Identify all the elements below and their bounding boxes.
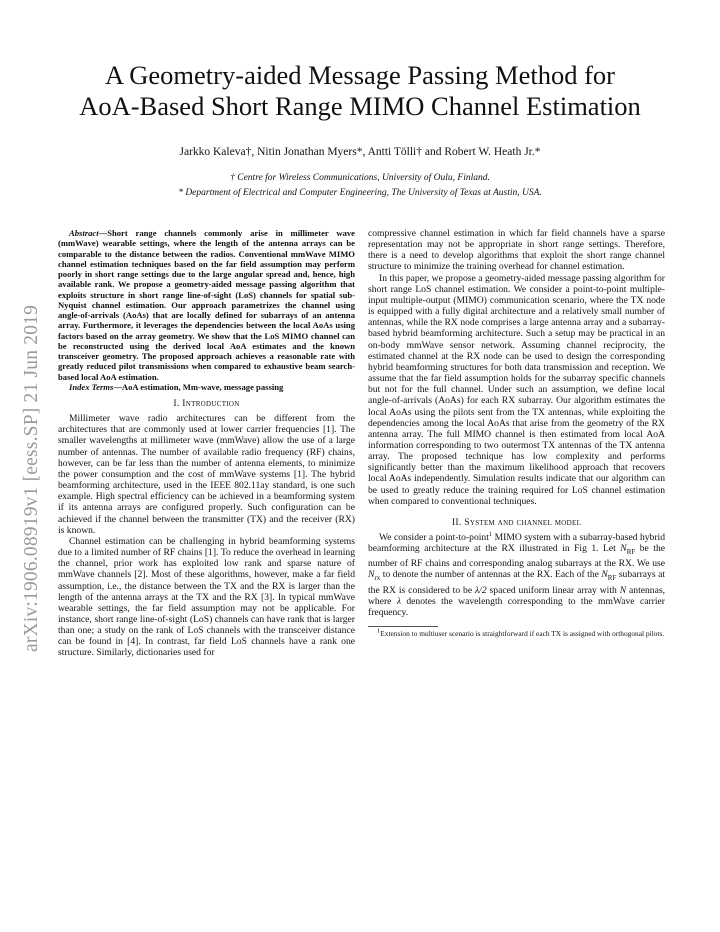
- intro-paragraph-4: In this paper, we propose a geometry-aided message passing algorithm for short range LoS channel estimation. We consider a point-to-point multiple-input multiple-output (MIMO) communication scenario, where the TX node is equipped with a fully digital architecture and a relatively small number of antennas, while the RX node comprises a large antenna array and a subarray-based hybrid beamforming architecture. Such a setup may be practical in an on-body mmWave sensor network. Assuming channel reciprocity, the estimated channel at the RX node can be used to design the corresponding hybrid beamforming structures for both data transmission and reception. We assume that the far field assumption holds for the subarray specific channels but not for the full channel. Under such an assumption, we define local angle-of-arrivals (AoAs) for each RX subarray. Our algorithm estimates the local AoAs using the pilots sent from the TX antennas, while exploiting the dependencies among the local AoAs that arise from the geometry of the RX antenna array. The full MIMO channel is then estimated from local AoA information corresponding to two outermost TX antennas of the TX antenna array. The proposed technique has low complexity and performs significantly better than the maximum likelihood approach that recovers local AoAs independently. Simulation results indicate that our algorithm can be used to greatly reduce the training required for LoS channel estimation when compared to conventional techniques.: [368, 272, 665, 507]
- arxiv-stamp: arXiv:1906.08919v1 [eess.SP] 21 Jun 2019: [21, 304, 42, 652]
- text-run: denotes the wavelength corresponding to the mmWave carrier frequency.: [368, 595, 665, 618]
- paper-title: [40, 60, 680, 122]
- symbol-n-rf: [601, 569, 617, 583]
- footnote-text: Extension to multiuser scenario is straightforward if each TX is assigned with orthogonal pilots.: [380, 628, 665, 638]
- symbol-lambda-half: λ/2: [475, 584, 487, 596]
- index-terms: [58, 382, 355, 392]
- symbol-lambda: λ: [396, 595, 401, 607]
- symbol-subscript: RF: [607, 574, 617, 583]
- text-run: MIMO system with a subarray-based hybrid beamforming architecture at the RX illustrated in Fig 1. Let: [368, 532, 666, 555]
- title-line-2: AoA-Based Short Range MIMO Channel Estimation: [79, 91, 641, 121]
- right-column: [368, 228, 665, 639]
- section-heading-introduction: [58, 398, 355, 409]
- index-terms-lead: Index Terms: [69, 381, 114, 392]
- left-column: [58, 228, 355, 659]
- text-run: spaced uniform linear array with: [486, 584, 620, 596]
- footnote-mark: 1: [377, 627, 381, 635]
- footnote-marker: 1: [488, 530, 493, 538]
- symbol-subscript: RF: [626, 548, 636, 557]
- abstract: [58, 228, 355, 382]
- section-number: I.: [173, 398, 183, 409]
- section-heading-system-model: [368, 517, 665, 528]
- title-line-1: A Geometry-aided Message Passing Method for: [104, 60, 616, 90]
- footnote: [368, 627, 665, 639]
- text-run: We consider a point-to-point: [379, 532, 489, 544]
- section-title: Introduction: [182, 398, 240, 409]
- intro-paragraph-1: Millimeter wave radio architectures can be different from the architectures that are commonly used at lower carrier frequencies [1]. The smaller wavelengths at millimeter wave (mmWave) allow the use of a large number of antennas. The number of available radio frequency (RF) chains, however, can be far less than the number of antenna elements, to minimize the power consumption and the cost of mmWave systems [1]. The hybrid beamforming architecture, used in the IEEE 802.11ay standard, is one such example. High spectral efficiency can be achieved in a beamforming system if its antenna arrays are configured properly. Such configuration can be achieved if the channel between the transmitter (TX) and the receiver (RX) is known.: [58, 413, 355, 536]
- text-run: to denote the number of antennas at the RX. Each of the: [380, 569, 602, 581]
- affiliation-texas: * Department of Electrical and Computer Engineering, The University of Texas at Austin, USA.: [178, 188, 542, 198]
- section-title: System and channel model: [464, 516, 582, 528]
- text-run: antennas, where: [368, 584, 665, 607]
- intro-paragraph-3: compressive channel estimation in which far field channels have a sparse representation may not be appropriate in short range settings. Therefore, there is a need to develop algorithms that exploit the short range channel structure to minimize the training overhead for channel estimation.: [368, 228, 665, 273]
- symbol-n: N: [619, 584, 627, 596]
- affiliation-oulu: † Centre for Wireless Communications, University of Oulu, Finland.: [230, 173, 490, 183]
- symbol-subscript: rx: [374, 574, 381, 583]
- section-number: II.: [451, 516, 465, 528]
- intro-paragraph-2: Channel estimation can be challenging in hybrid beamforming systems due to a limited number of RF chains [1]. To reduce the overhead in learning the channel, prior work has exploited low rank and sparse nature of mmWave channels [2]. Most of these algorithms, however, make a far field assumption, i.e., the distance between the TX and the RX is larger than the length of the antenna arrays at the TX and the RX [3]. In typical mmWave wearable settings, the far field assumption may not be applicable. For instance, short range line-of-sight (LoS) channels can have rank that is larger than one; a study on the rank of LoS channels with the transceiver distance can be found in [4]. In contrast, far field LoS channels have a rank one structure. Similarly, dictionaries used for: [58, 535, 355, 659]
- text-run: be the number of RF chains and corresponding analog subarrays at the RX. We use: [368, 543, 665, 570]
- symbol-n-rf: [620, 543, 636, 557]
- symbol-base: N: [368, 569, 375, 581]
- symbol-n-rx: [368, 569, 381, 583]
- abstract-lead: Abstract: [69, 228, 99, 238]
- symbol-base: N: [620, 543, 627, 555]
- text-run: subarrays at the RX is considered to be: [368, 569, 665, 596]
- symbol-base: N: [601, 569, 608, 581]
- abstract-text: —Short range channels commonly arise in millimeter wave (mmWave) wearable settings, where the length of the antenna arrays can be comparable to the distance between the radios. Conventional mmWave MIMO channel estimation techniques based on the far field assumption may perform poorly in short range settings due to the large angular spread and, hence, high available rank. We propose a geometry-aided message passing algorithm that exploits structure in short range line-of-sight (LoS) channels for spatial sub-Nyquist channel estimation. Our approach parametrizes the channel using angle-of-arrivals (AoAs) that are locally defined for subarrays of an antenna array. Furthermore, it leverages the dependencies between the local AoAs using factors based on the array geometry. We show that the LoS MIMO channel can be reconstructed using the derived local AoA estimates and the known transceiver geometry. The proposed approach achieves a reasonable rate with greatly reduced pilot transmissions when compared to exhaustive beam search-based local AoA estimation.: [58, 228, 355, 382]
- system-model-paragraph: [368, 532, 665, 618]
- author-list: Jarkko Kaleva†, Nitin Jonathan Myers*, Antti Tölli† and Robert W. Heath Jr.*: [179, 146, 541, 158]
- index-terms-text: —AoA estimation, Mm-wave, message passing: [113, 381, 284, 392]
